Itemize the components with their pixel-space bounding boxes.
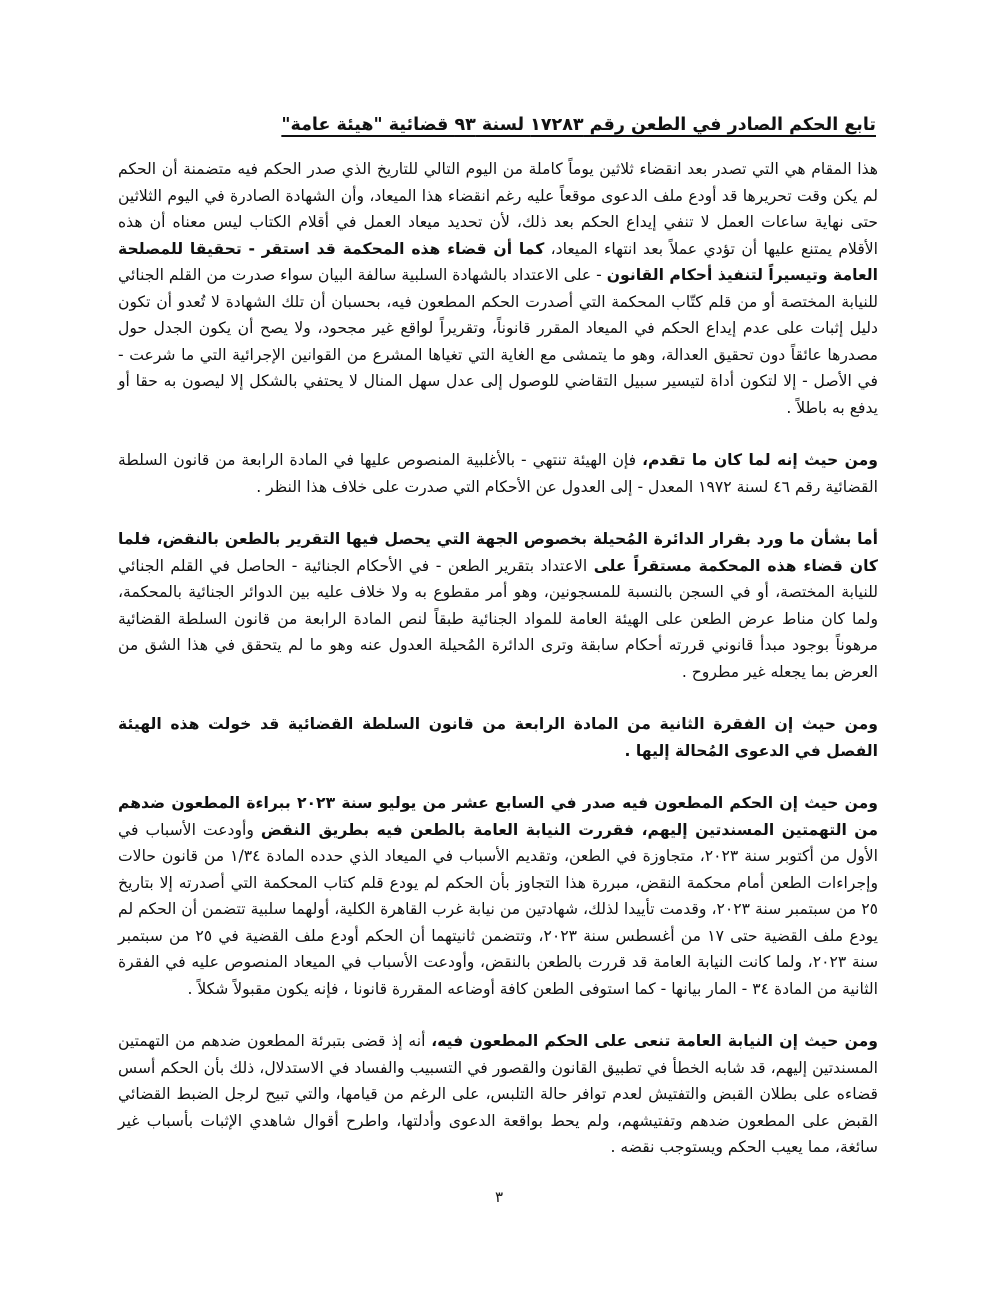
page-number: ٣: [494, 1188, 504, 1206]
paragraph-3-bold-text: أما بشأن ما ورد بقرار الدائرة المُحيلة بخصوص الجهة التي يحصل فيها التقرير بالطعن بالنقض، فلما كان قضاء هذه المحكمة مستقراً على: [118, 530, 879, 575]
paragraph-2-text: فإن الهيئة تنتهي - بالأغلبية المنصوص عليها في المادة الرابعة من قانون السلطة القضائية رقم ٤٦ لسنة ١٩٧٢ المعدل - إلى العدول عن الأحكام التي صدرت على خلاف هذا النظر .: [118, 451, 878, 496]
paragraph-2: [118, 447, 878, 500]
paragraph-3: [118, 526, 878, 685]
paragraph-1-text-cont: - على الاعتداد بالشهادة السلبية سالفة البيان سواء صدرت من القلم الجنائي للنيابة المختصة أو من قلم كتّاب المحكمة التي أصدرت الحكم المطعون فيه، بحسبان أن تلك الشهادة لا تُعدو أن تكون دليل إثبات على عدم إيداع الحكم في الميعاد المقرر قانوناً، وتقريراً لواقع غير مجحود، ولا يصح أن يكون الجدل حول مصدرها عائقاً دون تحقيق العدالة، وهو ما يتمشى مع الغاية التي تغياها المشرع من القوانين الإجرائية التي ما شرعت - في الأصل - إلا لتكون أداة لتيسير سبيل التقاضي للوصول إلى عدل سهل المنال لا يحتفي بالشكل إلا ليصون به حقا أو يدفع به باطلاً .: [118, 266, 878, 417]
paragraph-4: [118, 711, 878, 764]
paragraph-5-text: وأودعت الأسباب في الأول من أكتوبر سنة ٢٠٢٣، متجاوزة في الطعن، وتقديم الأسباب في الميعاد الذي حدده المادة ١/٣٤ من قانون حالات وإجراءات الطعن أمام محكمة النقض، مبررة هذا التجاوز بأن الحكم لم يودع قلم كتاب المحكمة التي أصدرته إلا بتاريخ ٢٥ من سبتمبر سنة ٢٠٢٣، وقدمت تأييدا لذلك، شهادتين من نيابة غرب القاهرة الكلية، أولهما سلبية تتضمن أن الحكم لم يودع ملف القضية حتى ١٧ من أغسطس سنة ٢٠٢٣، وتتضمن ثانيتهما أن الحكم أودع ملف القضية في ٢٥ من سبتمبر سنة ٢٠٢٣، ولما كانت النيابة العامة قد قررت بالطعن بالنقض، وأودعت الأسباب في الميعاد المنصوص عليه في الفقرة الثانية من المادة ٣٤ - المار بيانها - كما استوفى الطعن كافة أوضاعه المقررة قانونا ، فإنه يكون مقبولاً شكلاً .: [118, 820, 879, 998]
header-title: تابع الحكم الصادر في الطعن رقم ١٧٢٨٣ لسنة ٩٣ قضائية "هيئة عامة": [281, 115, 876, 135]
paragraph-2-bold-text: ومن حيث إنه لما كان ما تقدم،: [642, 451, 878, 469]
paragraph-1-text: هذا المقام هي التي تصدر بعد انقضاء ثلاثين يوماً كاملة من اليوم التالي للتاريخ الذي صدر الحكم فيه متضمنة أن الحكم لم يكن وقت تحريرها قد أودع ملف الدعوى موقعاً عليه رغم انقضاء هذا الميعاد، وأن الشهادة الصادرة في اليوم الثلاثين حتى نهاية ساعات العمل لا تنفي إيداع الحكم بعد ذلك، لأن تحديد ميعاد العمل في أقلام الكتاب ليس معناه أن هذه الأقلام يمتنع عليها أن تؤدي عملاً بعد انتهاء الميعاد،: [118, 160, 879, 258]
paragraph-1-bold-text: كما أن قضاء هذه المحكمة قد استقر - تحقيقا للمصلحة العامة وتيسيراً لتنفيذ أحكام القانون: [118, 239, 879, 284]
paragraph-6: [118, 1028, 878, 1161]
paragraph-3-text: الاعتداد بتقرير الطعن - في الأحكام الجنائية - الحاصل في القلم الجنائي للنيابة المختصة، أو في السجن بالنسبة للمسجونين، وهو أمر مقطوع به ولا خلاف عليه بين الدوائر الجنائية بالمحكمة، ولما كان مناط عرض الطعن على الهيئة العامة للمواد الجنائية طبقاً لنص المادة الرابعة من قانون السلطة القضائية مرهوناً بوجود مبدأ قانوني قررته أحكام سابقة وترى الدائرة المُحيلة العدول عنه وهو ما لم يتحقق في هذا الشق من العرض بما يجعله غير مطروح .: [118, 556, 878, 681]
document-body: [118, 156, 878, 1161]
paragraph-6-text: أنه إذ قضى بتبرئة المطعون ضدهم من التهمتين المسندتين إليهم، قد شابه الخطأ في تطبيق القانون والقصور في التسبيب والفساد في الاستدلال، ذلك بأن الحكم أسس قضاءه على بطلان القبض والتفتيش لعدم توافر حالة التلبس، على الرغم من قيامها، والتي تبيح لرجل الضبط القضائي القبض على المطعون ضدهم وتفتيشهم، ولم يحط بواقعة الدعوى وأدلتها، واطرح أقوال شاهدي الإثبات بأسباب غير سائغة، مما يعيب الحكم ويستوجب نقضه .: [118, 1032, 878, 1156]
paragraph-6-bold-text: ومن حيث إن النيابة العامة تنعى على الحكم المطعون فيه،: [431, 1032, 878, 1050]
paragraph-5: [118, 790, 878, 1002]
document-header: [122, 112, 876, 138]
paragraph-1: [118, 156, 878, 421]
paragraph-5-bold-text: ومن حيث إن الحكم المطعون فيه صدر في السابع عشر من يوليو سنة ٢٠٢٣ ببراءة المطعون ضدهم من التهمتين المسندتين إليهم، فقررت النيابة العامة بالطعن فيه بطريق النقض: [118, 794, 878, 839]
paragraph-4-bold-text: ومن حيث إن الفقرة الثانية من المادة الرابعة من قانون السلطة القضائية قد خولت هذه الهيئة الفصل في الدعوى المُحالة إليها .: [118, 715, 878, 760]
